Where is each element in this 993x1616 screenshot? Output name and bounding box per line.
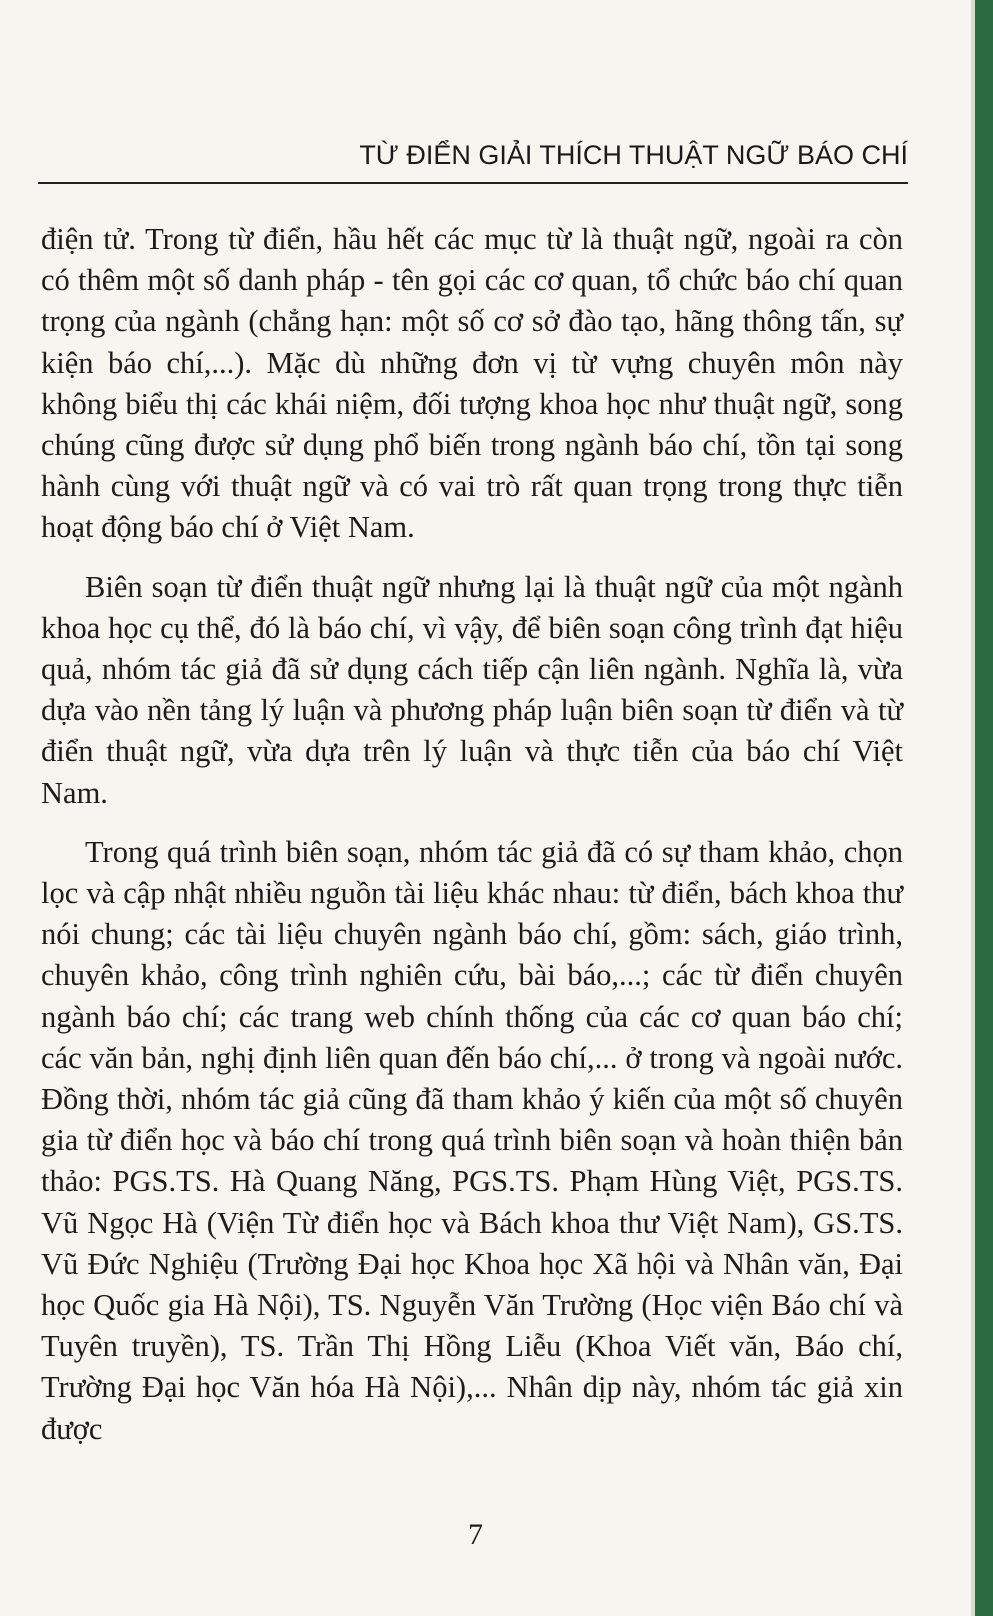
- running-header-title: TỪ ĐIỂN GIẢI THÍCH THUẬT NGỮ BÁO CHÍ: [359, 140, 908, 170]
- body-text: [41, 219, 903, 1450]
- paragraph-continued: điện tử. Trong từ điển, hầu hết các mục từ là thuật ngữ, ngoài ra còn có thêm một số danh pháp - tên gọi các cơ quan, tổ chức báo chí quan trọng của ngành (chẳng hạn: một số cơ sở đào tạo, hãng thông tấn, sự kiện báo chí,...). Mặc dù những đơn vị từ vựng chuyên môn này không biểu thị các khái niệm, đối tượng khoa học như thuật ngữ, song chúng cũng được sử dụng phổ biến trong ngành báo chí, tồn tại song hành cùng với thuật ngữ và có vai trò rất quan trọng trong thực tiễn hoạt động báo chí ở Việt Nam.: [41, 222, 903, 545]
- running-header: [38, 136, 908, 184]
- paragraph-references: Trong quá trình biên soạn, nhóm tác giả đã có sự tham khảo, chọn lọc và cập nhật nhiều nguồn tài liệu khác nhau: từ điển, bách khoa thư nói chung; các tài liệu chuyên ngành báo chí, gồm: sách, giáo trình, chuyên khảo, công trình nghiên cứu, bài báo,...; các từ điển chuyên ngành báo chí; các trang web chính thống của các cơ quan báo chí; các văn bản, nghị định liên quan đến báo chí,... ở trong và ngoài nước. Đồng thời, nhóm tác giả cũng đã tham khảo ý kiến của một số chuyên gia từ điển học và báo chí trong quá trình biên soạn và hoàn thiện bản thảo: PGS.TS. Hà Quang Năng, PGS.TS. Phạm Hùng Việt, PGS.TS. Vũ Ngọc Hà (Viện Từ điển học và Bách khoa thư Việt Nam), GS.TS. Vũ Đức Nghiệu (Trường Đại học Khoa học Xã hội và Nhân văn, Đại học Quốc gia Hà Nội), TS. Nguyễn Văn Trường (Học viện Báo chí và Tuyên truyền), TS. Trần Thị Hồng Liễu (Khoa Viết văn, Báo chí, Trường Đại học Văn hóa Hà Nội),... Nhân dịp này, nhóm tác giả xin được: [41, 834, 903, 1446]
- book-edge-strip: [971, 0, 993, 1616]
- paragraph-approach: Biên soạn từ điển thuật ngữ nhưng lại là thuật ngữ của một ngành khoa học cụ thể, đó là báo chí, vì vậy, để biên soạn công trình đạt hiệu quả, nhóm tác giả đã sử dụng cách tiếp cận liên ngành. Nghĩa là, vừa dựa vào nền tảng lý luận và phương pháp luận biên soạn từ điển và từ điển thuật ngữ, vừa dựa trên lý luận và thực tiễn của báo chí Việt Nam.: [41, 569, 903, 810]
- page-number: 7: [468, 1518, 483, 1551]
